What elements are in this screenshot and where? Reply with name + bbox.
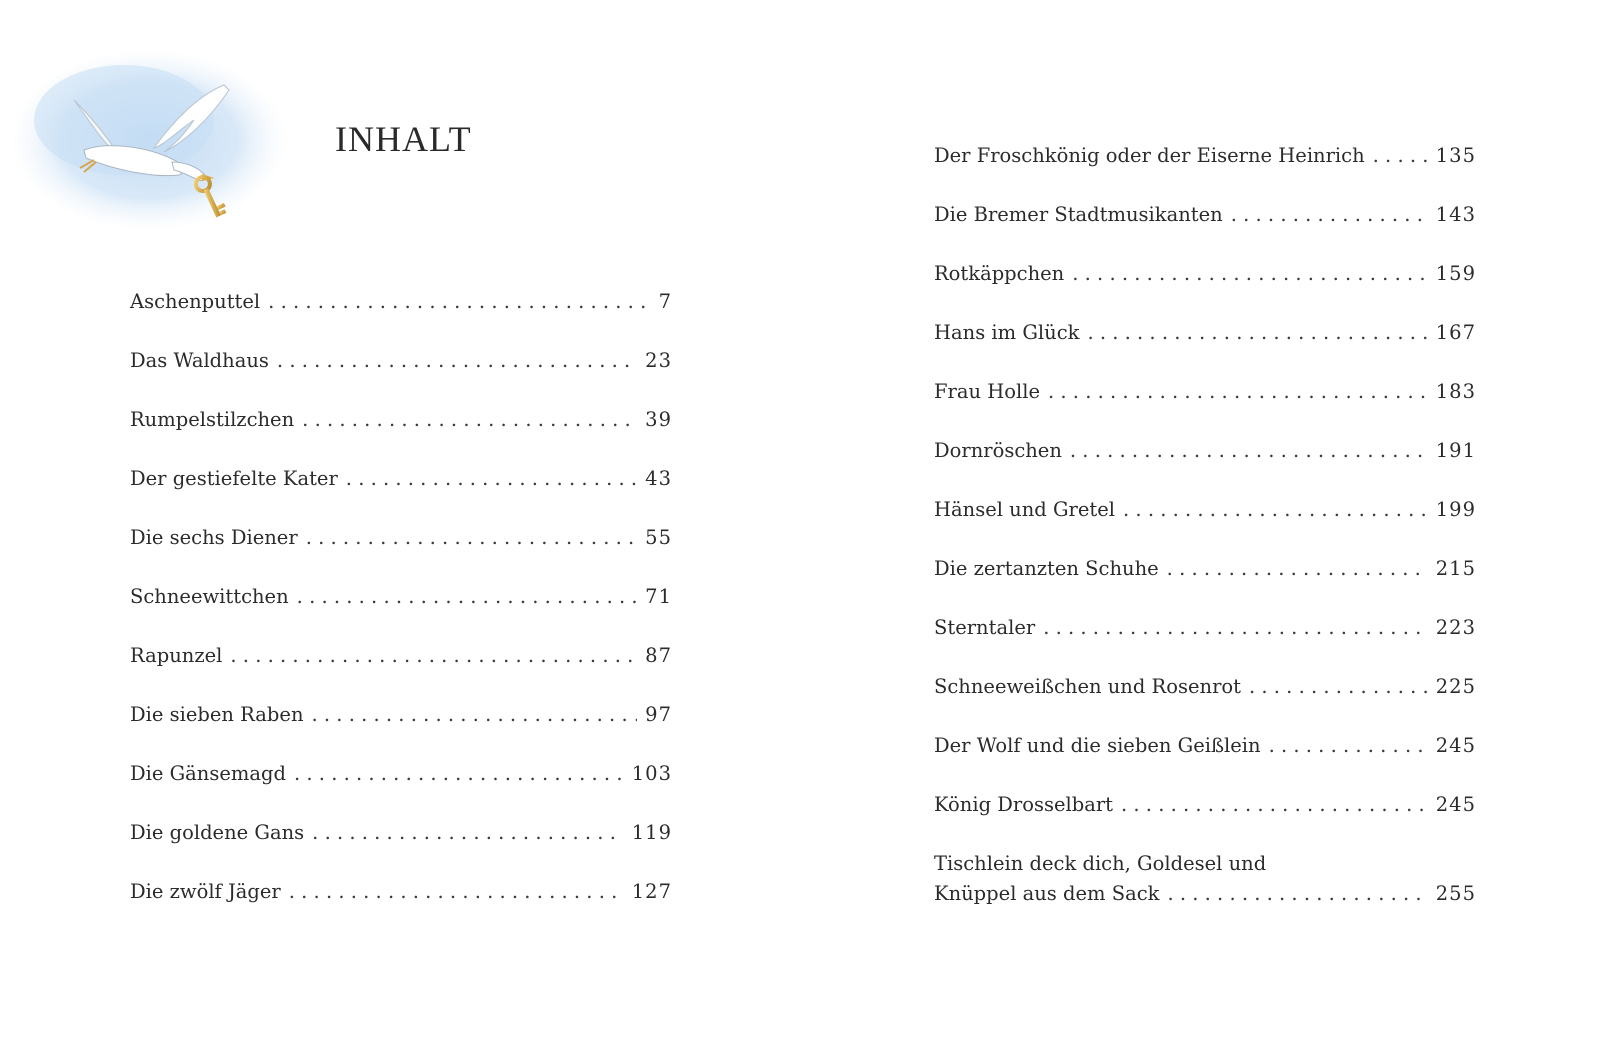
toc-entry (934, 200, 1476, 259)
toc-entry-page: 183 (1435, 380, 1476, 403)
page-title: INHALT (335, 119, 472, 159)
toc-entry-title: König Drosselbart (934, 793, 1114, 816)
dot-leader (302, 405, 637, 435)
dot-leader (1249, 672, 1428, 702)
toc-entry-page: 55 (645, 526, 672, 549)
dot-leader (1070, 436, 1428, 466)
toc-entry (130, 818, 672, 877)
toc-entry-title: Rumpelstilzchen (130, 408, 295, 431)
dot-leader (1121, 790, 1428, 820)
toc-entry (934, 554, 1476, 613)
toc-entry (130, 759, 672, 818)
toc-entry-page: 255 (1435, 882, 1476, 905)
dot-leader (346, 464, 637, 494)
dot-leader (1087, 318, 1427, 348)
toc-entry-title: Die Bremer Stadtmusikanten (934, 203, 1223, 226)
dot-leader (1123, 495, 1428, 525)
toc-entry (934, 436, 1476, 495)
toc-entry-page: 215 (1435, 557, 1476, 580)
toc-entry (934, 495, 1476, 554)
toc-entry-title: Die sieben Raben (130, 703, 304, 726)
goose-illustration (14, 50, 284, 230)
toc-entry-title: Die zertanzten Schuhe (934, 557, 1159, 580)
toc-entry-title: Schneewittchen (130, 585, 289, 608)
toc-entry (934, 259, 1476, 318)
dot-leader (297, 582, 638, 612)
dot-leader (1167, 879, 1427, 909)
toc-entry-page: 127 (631, 880, 672, 903)
toc-entry (934, 790, 1476, 849)
toc-entry-title: Schneeweißchen und Rosenrot (934, 675, 1241, 698)
toc-entry-title: Die zwölf Jäger (130, 880, 281, 903)
toc-entry-title: Aschenputtel (130, 290, 261, 313)
dot-leader (277, 346, 637, 376)
dot-leader (289, 877, 624, 907)
toc-entry-title: Hans im Glück (934, 321, 1080, 344)
toc-entry (130, 523, 672, 582)
toc-entry-title: Der Wolf und die sieben Geißlein (934, 734, 1261, 757)
dot-leader (1373, 141, 1428, 171)
toc-entry-title: Rapunzel (130, 644, 223, 667)
toc-entry-page: 43 (645, 467, 672, 490)
toc-entry (130, 405, 672, 464)
toc-entry-page: 97 (645, 703, 672, 726)
dot-leader (268, 287, 650, 317)
dot-leader (230, 641, 637, 671)
toc-entry-page: 245 (1435, 734, 1476, 757)
toc-entry-title: Das Waldhaus (130, 349, 269, 372)
toc-entry (130, 641, 672, 700)
toc-entry-title: Hänsel und Gretel (934, 498, 1116, 521)
toc-entry-page: 23 (645, 349, 672, 372)
dot-leader (306, 523, 637, 553)
toc-entry (130, 877, 672, 936)
toc-entry (934, 672, 1476, 731)
toc-entry-title: Die goldene Gans (130, 821, 305, 844)
toc-entry-page: 143 (1435, 203, 1476, 226)
dot-leader (294, 759, 624, 789)
toc-entry-page: 7 (658, 290, 672, 313)
toc-entry-page: 103 (631, 762, 672, 785)
toc-entry-title: Frau Holle (934, 380, 1040, 403)
dot-leader (1072, 259, 1428, 289)
toc-left-column (130, 287, 672, 936)
toc-entry-title: Der gestiefelte Kater (130, 467, 338, 490)
dot-leader (1043, 613, 1428, 643)
dot-leader (1231, 200, 1428, 230)
toc-entry-page: 71 (645, 585, 672, 608)
toc-entry (934, 141, 1476, 200)
toc-entry-title: Rotkäppchen (934, 262, 1065, 285)
toc-entry-page: 87 (645, 644, 672, 667)
toc-entry-page: 245 (1435, 793, 1476, 816)
toc-entry-title: Sterntaler (934, 616, 1036, 639)
toc-right-column (934, 141, 1476, 913)
dot-leader (1269, 731, 1428, 761)
toc-entry (130, 346, 672, 405)
toc-entry (934, 377, 1476, 436)
toc-entry (934, 849, 1476, 913)
dot-leader (1048, 377, 1428, 407)
toc-entry (934, 318, 1476, 377)
toc-entry (130, 582, 672, 641)
toc-entry-page: 225 (1435, 675, 1476, 698)
toc-entry-page: 191 (1435, 439, 1476, 462)
toc-entry (130, 464, 672, 523)
toc-entry-page: 199 (1435, 498, 1476, 521)
toc-entry (934, 731, 1476, 790)
toc-entry-title: Der Froschkönig oder der Eiserne Heinrich (934, 144, 1365, 167)
dot-leader (312, 818, 624, 848)
toc-entry (130, 700, 672, 759)
dot-leader (1167, 554, 1428, 584)
toc-entry-title: Die Gänsemagd (130, 762, 286, 785)
toc-entry-title: Die sechs Diener (130, 526, 298, 549)
toc-entry-title-line1: Tischlein deck dich, Goldesel und (934, 852, 1267, 875)
toc-entry (934, 613, 1476, 672)
toc-entry (130, 287, 672, 346)
toc-entry-title: Dornröschen (934, 439, 1062, 462)
toc-entry-page: 159 (1435, 262, 1476, 285)
toc-entry-page: 167 (1435, 321, 1476, 344)
toc-entry-title: Knüppel aus dem Sack (934, 882, 1160, 905)
toc-entry-page: 135 (1435, 144, 1476, 167)
toc-entry-page: 119 (631, 821, 672, 844)
flying-goose-icon (14, 50, 284, 230)
dot-leader (312, 700, 638, 730)
toc-entry-page: 223 (1435, 616, 1476, 639)
toc-entry-page: 39 (645, 408, 672, 431)
